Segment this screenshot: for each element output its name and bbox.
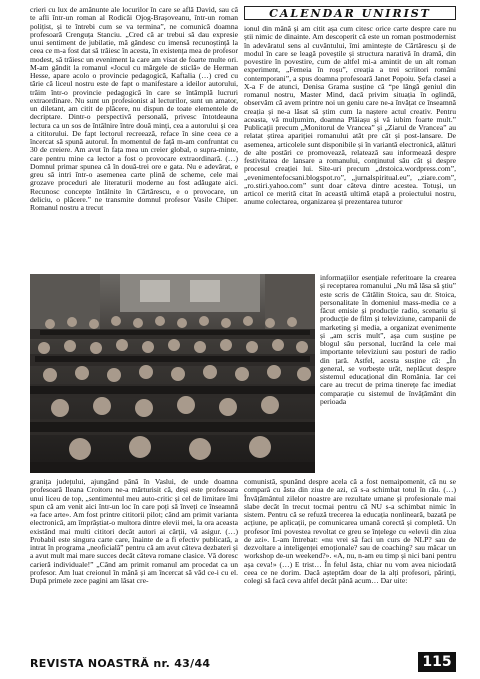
- magazine-footer: REVISTA NOASTRĂ nr. 43/44: [30, 657, 211, 670]
- section-title: CALENDAR UNIRIST: [269, 6, 431, 20]
- article-text-right-column: ionul din mână și am citit așa cum citesc orice carte despre care nu știi nimic de dinainte. Am descoperit că este un roman postmodernist în adevăratul sens al cuvântului, îmi amintește de Cărtărescu și de modul în care se leagă poveștile și structura narativă în dramă, din povestire în povestire, cum de altfel mi-a amintit de un alt roman experiment, „Femeia în roșu”, creația a trei scriitori români contemporani”, a spus doamna profesoară Janet Popoiu. Șefa clasei a X-a F de atunci, Denisa Grama susține că “pe lângă geniul din romanul nostru, Master Mind, dacă privim situația în oglindă, observăm că avem printre noi un geniu care ne-a învățat ce înseamnă creația și ne-a lăsat să știm cum la naștere actul creativ. Pentru aceasta, vă mulțumim, doamna Plăiașu și vă iubim foarte mult.” Publicații precum „Monitorul de Vrancea” și „Ziarul de Vrancea” au relatat știrea apariției romanului atât pre cât și post-lansare. De asemenea, articolele sunt disponibile și în variantă electronică, alături de alte postări ce promovează, relatează sau informează despre festivitatea de lansare a romanului, conținutul său cât și despre procesul creației lui. Site-uri precum „drstoica.wordpress.com”, „evenimentefocsani.blogspot.ro”, „jurnalspiritual.eu”, „ziare.com”, „ro.stiri.yahoo.com” sunt doar câteva dintre acestea. Totuși, un articol ce merită citat în această ultimă etapă a proiectului nostru, anume colectarea, organizarea și prezentarea tuturor: [244, 24, 456, 207]
- article-text-left-column: crieri cu lux de amănunte ale locurilor în care se aflã David, sau cã te afli într-un roman al Rodicăi Ojog-Brașoveanu, într-un roman polițist, și te întrebi cum se va termina”, ne comunică doamna profesoară Crenguța Stanciu. „Cred că ar trebui să dau expresie unui sentiment de jubilatie, mă gândesc cu imensă recunoștință la ceea ce m-a fost dat să trăiesc în acesta, în existența mea de profesor modest, să trăiesc un eveniment la care am visat de foarte multe ori. M-am gândit la romanul «Jocul cu mărgele de sticlă» de Herman Hesse, apare acolo o provincie pedagogică, Kaftalia (…) cred cu tărie că liceul nostru este de fapt o manifestare a ideilor autorului, trăim într-o provincie pedagogică în care se întâmplă lucruri extraordinare. Nu sunt un profesionist al lecturilor, sunt un amator, un diletant, am citit de plăcere, nu dispun de toate elementele de decriptare. Dintr-o perspectivă personală, privesc întotdeauna lectura ca un sos de întâlnire între două minți, cea a autorului și cea a cititorului. De fapt lectorul recreează, reface în sine ceea ce a încercat să spună autorul. În momentul de față m-am confruntat cu 30 de creiere. Am avut în fața mea un creier global, o supra-minte, care pentru mine ca lector a fost o provocare extraordinară. (…) Domnul primar spunea că în două-trei ore e gata. Nu e adevărat, e greu să intri într-o asemenea carte plină de scheme, cele mai grozave proceduri ale literaturii moderne au fost adăugate aici. Recunosc concepte întâlnite în Cărtărescu, e o provocare, un deliciu, o plăcere.” ne transmite domnul profesor Vasile Chiper. Romanul nostru a trecut: [30, 5, 238, 212]
- article-text-right-narrow: informațiilor esențiale referitoare la crearea și receptarea romanului „Nu mă lăsa să știu” este scris de Cătălin Stoica, sau dr. Stoica, personalitate în domeniul mass-media ce a făcut emisie și producție radio, scenariu și producție de film și televiziune, campanii de marketing și media, a organizat evenimente și „am scris mult”, așa cum susține pe blogul său personal, lucrând la cele mai importante televiziuni sau posturi de radio din țară. Astfel, acesta susține că: „În general, se vorbește urât, neplăcut despre sistemul educațional din România. Iar cei care au trecut de prima tinerețe fac imediat comparație cu sistemul de învățământ din perioada: [320, 273, 456, 406]
- article-text-bottom-right: comunistă, spunând despre acela că a fost nemaipomenit, că nu se compară cu ăsta din ziua de azi, că s-a schimbat totul în rău. (…) Învățământul zilelor noastre are rezultate umane și profesionale mai slabe decât în trecut tocmai pentru că NU s-a schimbat nimic în sistem. Pentru că se refuză trecerea la educația nonlineară, bazată pe acțiune, pe aplicații, pe comunicarea umană corectă și completă. Un profesor îmi povestea revoltat ce greu se înțelege cu «elevii din ziua de azi». L-am întrebat: «nu vrei să faci un curs de NLP? sau de dezvoltare a inteligenței emoționale? sau de coaching? sau măcar un workshop de-un weekend?». «A, nu, n-am eu timp și nici bani pentru așa ceva!» (…) E trist… În felul ăsta, chiar nu vom avea niciodată ceea ce ne dorim. Dacă așteptăm doar de la alți profesori, părinți, colegi să facă ceva altfel decât până acum… Dar uite:: [244, 477, 456, 585]
- section-header: [244, 6, 456, 20]
- article-text-bottom-left: granița județului, ajungând până în Vaslui, de unde doamna profesoară Ileana Croitoru ne-a mărturisit că, deși este profesoara unui liceu de top, „sentimentul meu auto-critic și cel de limitare îmi spun că am venit aici într-un loc în care poți să înveți ce înseamnă «a face arte». Am fost printre cititorii pilot; când am primit varianta electronică, am împrăștiat-o multora dintre elevii mei, la ora aceasta existând mai multi cititori decât autori ai cărții, vă asigur. (…) Probabil este singura carte care, înainte de a fi efectiv publicată, a intrat în programa „neoficială” pentru că am avut câteva dezbateri și a avut mult mai mare succes decât câteva romane clasice. Vă doresc carieră individuale!” „Când am primit romanul am procedat ca un profesor. Am luat creionul în mână și am încercat să văd ce-i cu el. După primele zece pagini am lăsat cre-: [30, 477, 238, 585]
- page-number: 115: [418, 652, 456, 672]
- audience-photo: [30, 274, 315, 473]
